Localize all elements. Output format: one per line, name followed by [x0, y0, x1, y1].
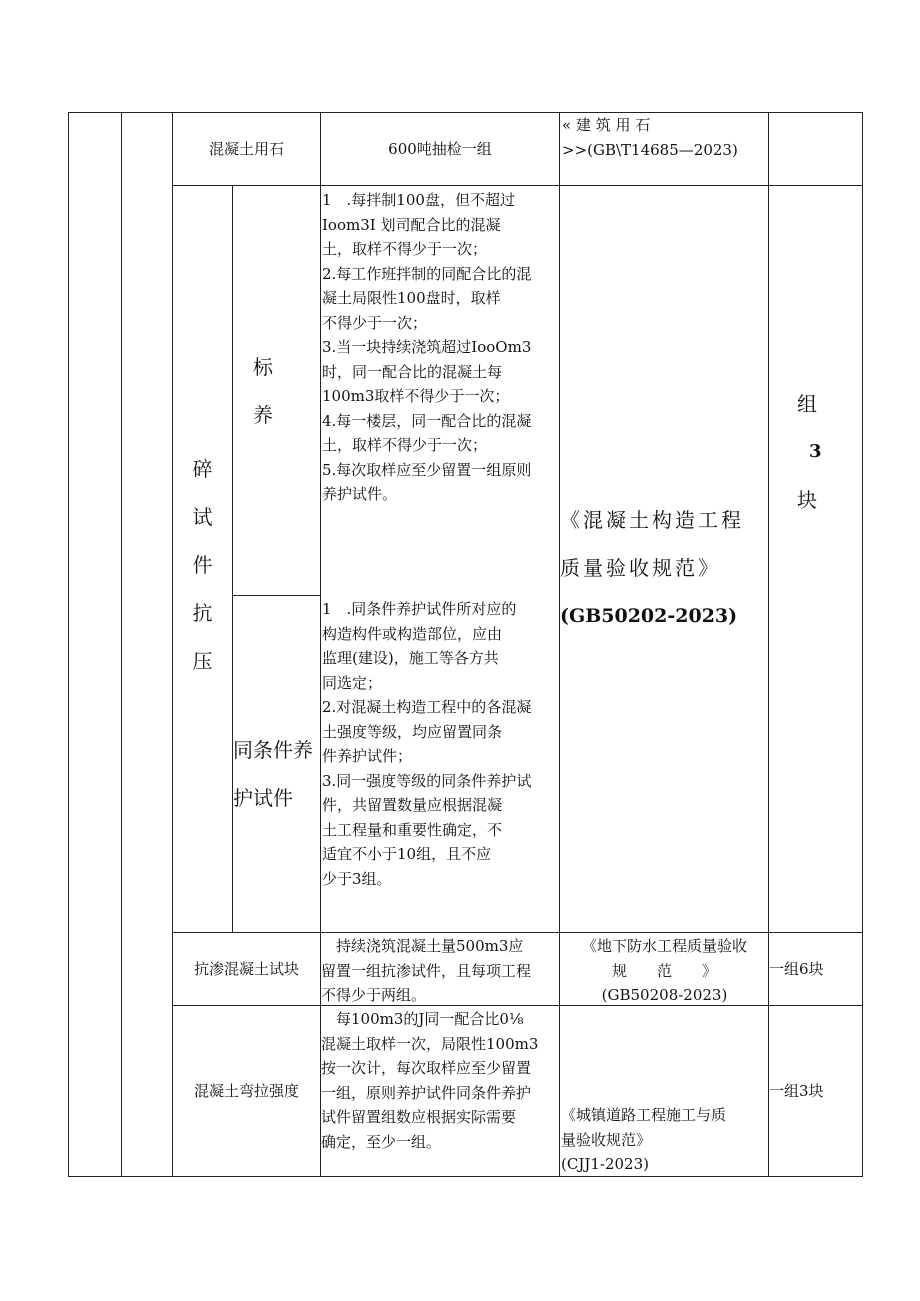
same-condition-label: [233, 726, 320, 822]
standard-curing-label: [233, 343, 293, 439]
compressive-quantity: [769, 380, 862, 524]
standard-curing-char-1: 标: [253, 355, 273, 379]
flexural-quantity: 一组3块: [769, 1081, 824, 1100]
category-char-1: 碎: [192, 457, 213, 481]
impermeability-item: 抗渗混凝土试块: [193, 959, 299, 978]
category-char-5: 压: [192, 649, 213, 673]
col-line-g: [862, 112, 863, 1177]
impermeability-standard: 《地下防水工程质量验收 规 范 》 (GB50208-2023): [581, 937, 747, 1004]
quantity-char-2: 3: [809, 441, 822, 462]
col-line-b: [121, 112, 122, 1177]
flexural-quantity-cell: [769, 1006, 862, 1176]
compressive-standard: [560, 496, 768, 640]
impermeability-item-cell: [173, 933, 320, 1005]
flexural-frequency: 每100m3的J同一配合比0⅛ 混凝土取样一次，局限性100m3 按一次计，每次取样应至少留置 一组，原则养护试件同条件养护 试件留置组数应根据实际需要 确定，至少一组。: [321, 1010, 539, 1151]
quantity-char-3: 块: [797, 488, 817, 512]
stone-standard: « 建 筑 用 石 >>(GB\T14685—2023): [562, 116, 738, 159]
flexural-item: 混凝土弯拉强度: [193, 1081, 299, 1100]
category-char-4: 抗: [192, 601, 213, 625]
same-condition-line-1: 同条件养: [233, 738, 313, 762]
compressive-category-label: [173, 445, 232, 685]
stone-item: 混凝土用石: [208, 139, 284, 158]
compressive-standard-line-1: 《混凝土构造工程: [560, 508, 744, 532]
same-condition-line-2: 护试件: [233, 786, 293, 810]
flexural-item-cell: [173, 1006, 320, 1176]
standard-curing-char-2: 养: [253, 403, 273, 427]
same-condition-rules: 1 .同条件养护试件所对应的 构造构件或构造部位，应由 监理(建设)，施工等各方共 同选定； 2.对混凝土构造工程中的各混凝 土强度等级，均应留置同条 件养护试件； 3.同一强度等级的同条件养护试 件，共留置数量应根据混凝 土工程量和重要性确定，不 适宜不小于10组，且不应 少于3组。: [322, 600, 532, 888]
curing-divider: [232, 595, 320, 596]
row-divider-1: [172, 185, 863, 186]
standard-curing-rules: 1 .每拌制100盘，但不超过 Ioom3I 划司配合比的混凝 土，取样不得少于一次； 2.每工作班拌制的同配合比的混 凝土局限性100盘时，取样 不得少于一次； 3.当一块持续浇筑超过IooOm3 时，同一配合比的混凝土每 100m3取样不得少于一次； 4.每一楼层，同一配合比的混凝 土，取样不得少于一次； 5.每次取样应至少留置一组原则 养护试件。: [322, 191, 532, 503]
stone-frequency-cell: [321, 113, 559, 185]
compressive-standard-code: (GB50202-2023): [560, 605, 738, 627]
category-char-3: 件: [192, 553, 213, 577]
flexural-standard: 《城镇道路工程施工与质 量验收规范》 (CJJ1-2023): [561, 1106, 727, 1173]
col-line-a: [68, 112, 69, 1177]
category-char-2: 试: [192, 505, 213, 529]
impermeability-frequency: 持续浇筑混凝土量500m3应 留置一组抗渗试件，且每项工程 不得少于两组。: [321, 937, 532, 1004]
impermeability-quantity-cell: [769, 933, 862, 1005]
quantity-char-1: 组: [797, 392, 817, 416]
compressive-standard-line-2: 质量验收规范》: [560, 556, 721, 580]
impermeability-quantity: 一组6块: [769, 959, 824, 978]
stone-frequency: 600吨抽检一组: [388, 139, 492, 158]
stone-item-cell: [173, 113, 320, 185]
